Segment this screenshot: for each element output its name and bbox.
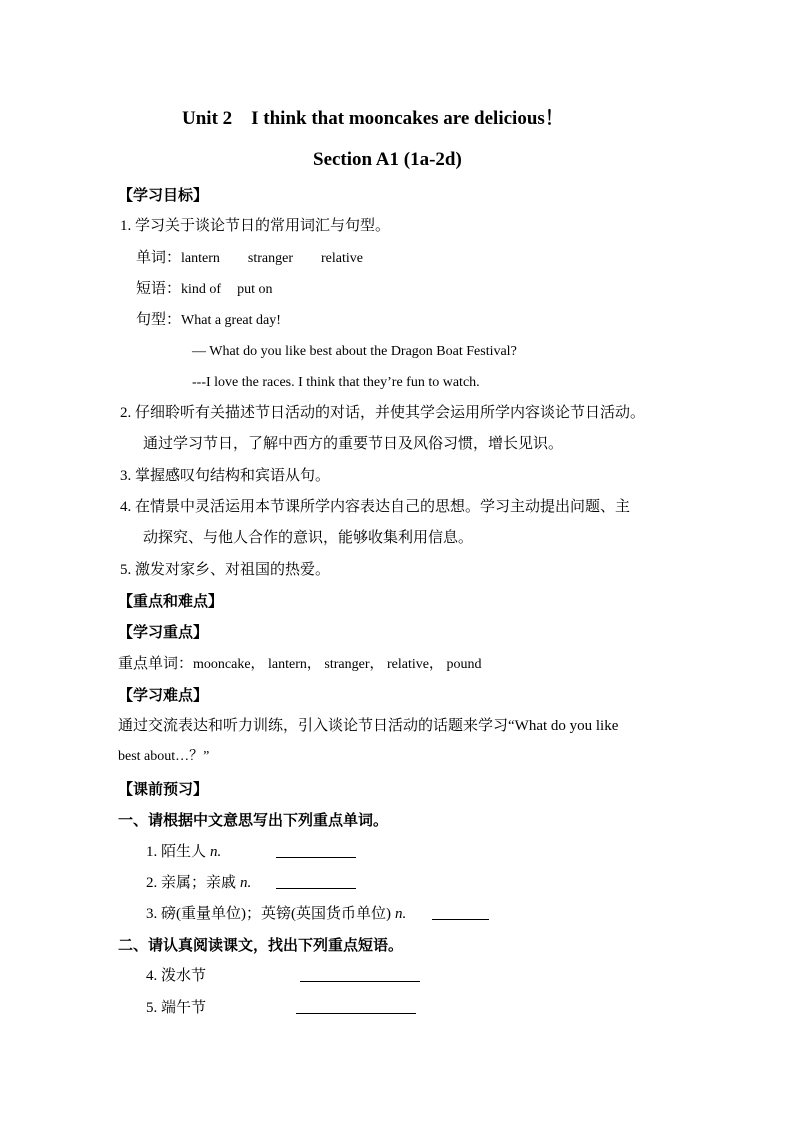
- vocab-phrases-line: [136, 279, 272, 300]
- q3-answer-blank[interactable]: [432, 905, 489, 920]
- question-3: [146, 904, 406, 924]
- words-label: 单词：: [136, 250, 182, 266]
- preview-heading: 【课前预习】: [118, 780, 209, 798]
- pattern-2: — What do you like best about the Dragon Boat Festival?: [192, 344, 517, 359]
- phrase-put-on: put on: [237, 282, 273, 297]
- sentence-pattern-line: [136, 310, 281, 331]
- phrase-kind-of: kind of: [181, 282, 222, 297]
- question-4: 4. 泼水节: [146, 968, 207, 984]
- question-2: [146, 873, 251, 893]
- difficulty-line-a: 通过交流表达和听力训练，引入谈论节日活动的话题来学习“What do you like: [118, 718, 619, 734]
- objective-2a: 2. 仔细聆听有关描述节日活动的对话，并使其学会运用所学内容谈论节日活动。: [120, 405, 646, 421]
- page-title: Unit 2 I think that mooncakes are delicious！: [182, 108, 564, 129]
- q1-answer-blank[interactable]: [276, 843, 356, 858]
- question-1: [146, 842, 221, 862]
- q3-prompt: 3. 磅(重量单位)；英镑(英国货币单位): [146, 906, 391, 922]
- phrases-label: 短语：: [136, 281, 182, 297]
- q1-pos: n.: [210, 844, 222, 860]
- q5-answer-blank[interactable]: [296, 999, 416, 1014]
- section-title: Section A1 (1a-2d): [313, 149, 462, 170]
- objective-4b: 动探究、与他人合作的意识，能够收集利用信息。: [143, 530, 474, 546]
- part2-instruction: 二、请认真阅读课文，找出下列重点短语。: [118, 936, 404, 954]
- focus-heading: 【学习重点】: [118, 623, 209, 641]
- q2-answer-blank[interactable]: [276, 874, 356, 889]
- word-stranger: stranger: [247, 251, 293, 266]
- question-5: 5. 端午节: [146, 1000, 207, 1016]
- objective-3: 3. 掌握感叹句结构和宾语从句。: [120, 468, 331, 484]
- focus-words-line: [118, 654, 481, 675]
- objective-5: 5. 激发对家乡、对祖国的热爱。: [120, 562, 331, 578]
- objective-2b: 通过学习节日，了解中西方的重要节日及风俗习惯，增长见识。: [143, 436, 564, 452]
- q3-pos: n.: [394, 906, 407, 922]
- pattern-label: 句型：: [136, 312, 182, 328]
- part1-instruction: 一、请根据中文意思写出下列重点单词。: [118, 811, 389, 829]
- focus-words: mooncake， lantern， stranger， relative， pound: [193, 657, 482, 672]
- difficulty-heading: 【学习难点】: [118, 686, 209, 704]
- word-lantern: lantern: [181, 251, 220, 266]
- vocab-words-line: [136, 248, 363, 269]
- key-points-heading: 【重点和难点】: [118, 592, 224, 610]
- difficulty-line-b: best about…？”: [118, 749, 210, 764]
- q1-prompt: 1. 陌生人: [146, 844, 207, 860]
- objectives-heading: 【学习目标】: [118, 186, 209, 204]
- pattern-3: ---I love the races. I think that they’re fun to watch.: [192, 375, 480, 390]
- q2-prompt: 2. 亲属；亲戚: [146, 875, 237, 891]
- word-relative: relative: [320, 251, 363, 266]
- focus-label: 重点单词：: [118, 656, 194, 672]
- pattern-1: What a great day!: [181, 313, 281, 328]
- q4-answer-blank[interactable]: [300, 967, 420, 982]
- objective-1: 1. 学习关于谈论节日的常用词汇与句型。: [120, 218, 391, 234]
- q2-pos: n.: [240, 875, 252, 891]
- objective-4a: 4. 在情景中灵活运用本节课所学内容表达自己的思想。学习主动提出问题、主: [120, 499, 631, 515]
